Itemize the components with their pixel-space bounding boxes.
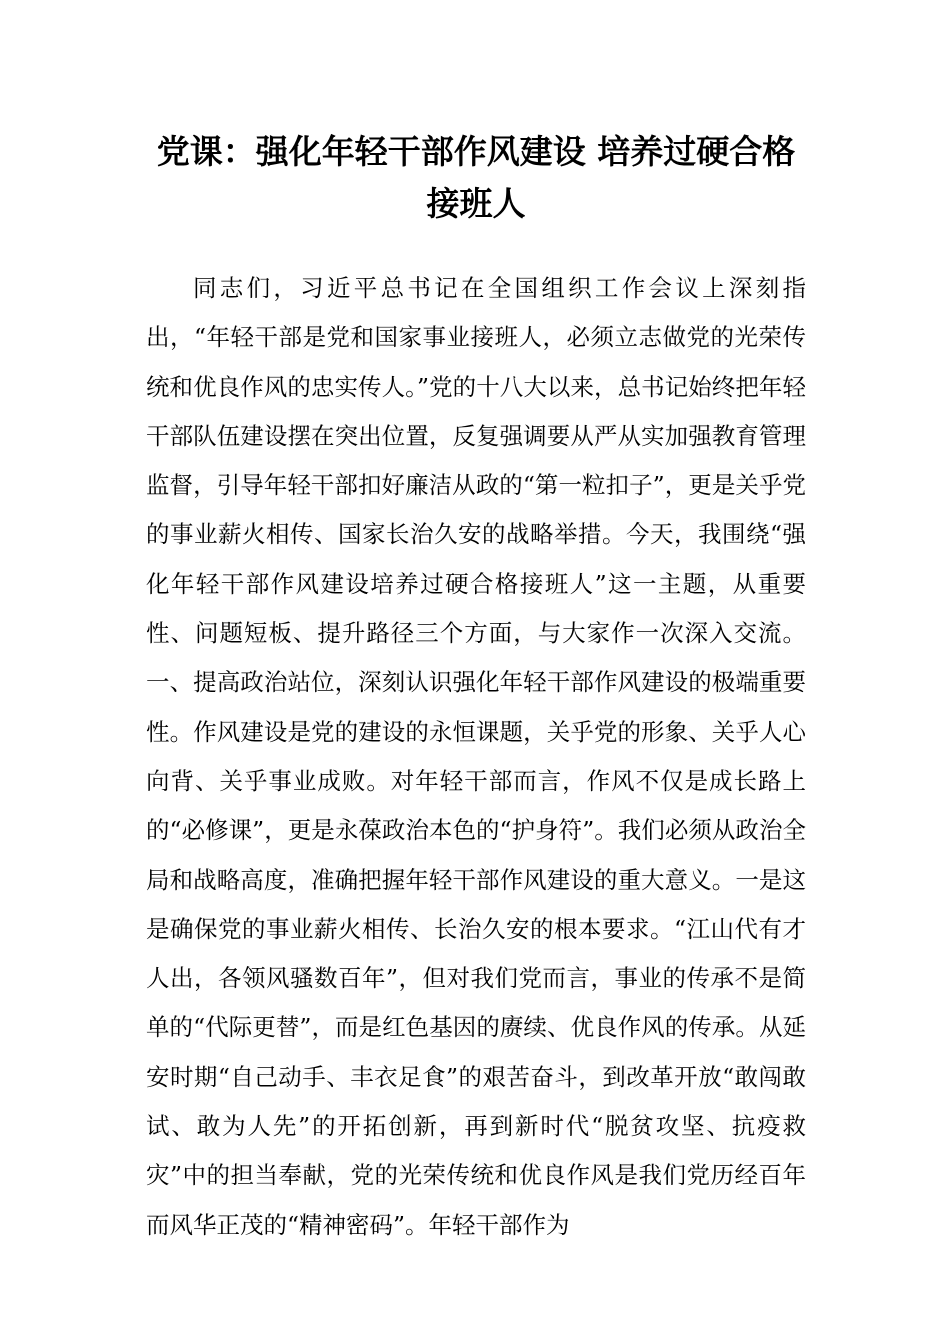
body-paragraph: 同志们，习近平总书记在全国组织工作会议上深刻指出，“年轻干部是党和国家事业接班人，必须立志做党的光荣传统和优良作风的忠实传人。”党的十八大以来，总书记始终把年轻干部队伍建设摆在突出位置，反复强调要从严从实加强教育管理监督，引导年轻干部扣好廉洁从政的“第一粒扣子”，更是关乎党的事业薪火相传、国家长治久安的战略举措。今天，我围绕“强化年轻干部作风建设培养过硬合格接班人”这一主题，从重要性、问题短板、提升路径三个方面，与大家作一次深入交流。一、提高政治站位，深刻认识强化年轻干部作风建设的极端重要性。作风建设是党的建设的永恒课题，关乎党的形象、关乎人心向背、关乎事业成败。对年轻干部而言，作风不仅是成长路上的“必修课”，更是永葆政治本色的“护身符”。我们必须从政治全局和战略高度，准确把握年轻干部作风建设的重大意义。一是这是确保党的事业薪火相传、长治久安的根本要求。“江山代有才人出，各领风骚数百年”，但对我们党而言，事业的传承不是简单的“代际更替”，而是红色基因的赓续、优良作风的传承。从延安时期“自己动手、丰衣足食”的艰苦奋斗，到改革开放“敢闯敢试、敢为人先”的开拓创新，再到新时代“脱贫攻坚、抗疫救灾”中的担当奉献，党的光荣传统和优良作风是我们党历经百年而风华正茂的“精神密码”。年轻干部作为 <box>146 274 806 1239</box>
document-title: 党课：强化年轻干部作风建设 培养过硬合格接班人 <box>156 132 796 223</box>
